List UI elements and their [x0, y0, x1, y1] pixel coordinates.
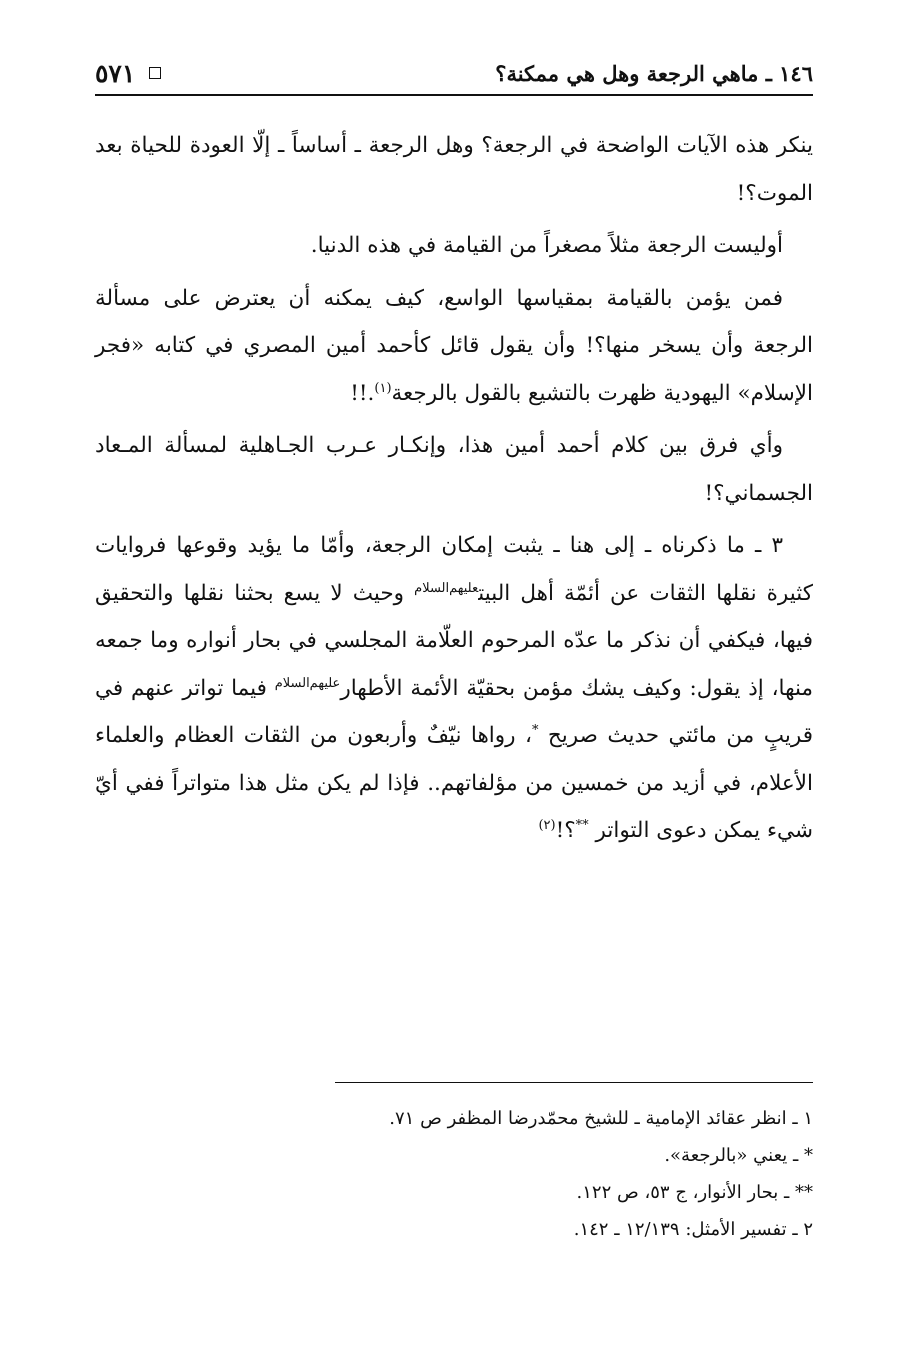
footnote-marker-2: (٢) — [538, 817, 556, 833]
footnotes — [95, 1100, 813, 1248]
page-header — [95, 52, 813, 96]
footnote-divider — [335, 1082, 813, 1083]
paragraph: ٣ ـ ما ذكرناه ـ إلى هنا ـ يثبت إمكان الرجعة، وأمّا ما يؤيد وقوعها فروايات كثيرة نقلها الثقات عن أئمّة أهل البيت$^{عليهم‌السلام}$ وحيث لا يسع بحثنا نقلها والتحقيق فيها، فيكفي أن نذكر ما عدّه المرحوم العلّامة المجلسي في بحار أنواره وما جمعه منها، إذ يقول: وكيف يشك مؤمن بحقيّة الأئمة الأطهار$^{عليهم‌السلام}$ فيما تواتر عنهم في قريبٍ من مائتي حديث صريح *، رواها نيّفٌ وأربعون من الثقات العظام والعلماء الأعلام، في أزيد من خمسين من مؤلفاتهم.. فإذا لم يكن مثل هذا متواتراً ففي أيّ شيء يمكن دعوى التواتر **؟!$^{(٢)}$ — [95, 533, 813, 843]
paragraph-continuation: ينكر هذه الآيات الواضحة في الرجعة؟ وهل الرجعة ـ أساساً ـ إلّا العودة للحياة بعد الموت؟! — [95, 133, 813, 206]
footnote-item: ١ ـ انظر عقائد الإمامية ـ للشيخ محمّدرضا المظفر ص ٧١. — [389, 1108, 813, 1129]
footnote-item: ٢ ـ تفسير الأمثل: ١٢/١٣٩ ـ ١٤٢. — [573, 1219, 813, 1240]
paragraph: أوليست الرجعة مثلاً مصغراً من القيامة في هذه الدنيا. — [310, 233, 783, 258]
honorific-mark: عليهم‌السلام — [414, 580, 479, 596]
chapter-title: ١٤٦ ـ ماهي الرجعة وهل هي ممكنة؟ — [495, 60, 813, 86]
square-separator-icon — [149, 67, 161, 79]
footnote-marker-double-star: ** — [575, 817, 589, 833]
body-text — [95, 122, 813, 855]
paragraph: فمن يؤمن بالقيامة بمقياسها الواسع، كيف يمكنه أن يعترض على مسألة الرجعة وأن يسخر منها؟! وأن يقول قائل كأحمد أمين المصري في كتابه «فجر الإسلام» اليهودية ظهرت بالتشيع بالقول بالرجعة$^{(١)}$.!! — [95, 285, 813, 406]
honorific-mark: عليهم‌السلام — [274, 675, 341, 691]
footnote-item: ** ـ بحار الأنوار، ج ٥٣، ص ١٢٢. — [576, 1182, 813, 1203]
header-page-info — [95, 59, 161, 88]
footnote-marker-star: * — [531, 722, 539, 738]
footnote-item: * ـ يعني «بالرجعة». — [664, 1145, 813, 1166]
footnote-marker-1: (١) — [374, 380, 392, 396]
page-number: ٥٧١ — [95, 58, 136, 88]
paragraph: وأي فرق بين كلام أحمد أمين هذا، وإنكـار عـرب الجـاهلية لمسألة المـعاد الجسماني؟! — [95, 433, 813, 506]
